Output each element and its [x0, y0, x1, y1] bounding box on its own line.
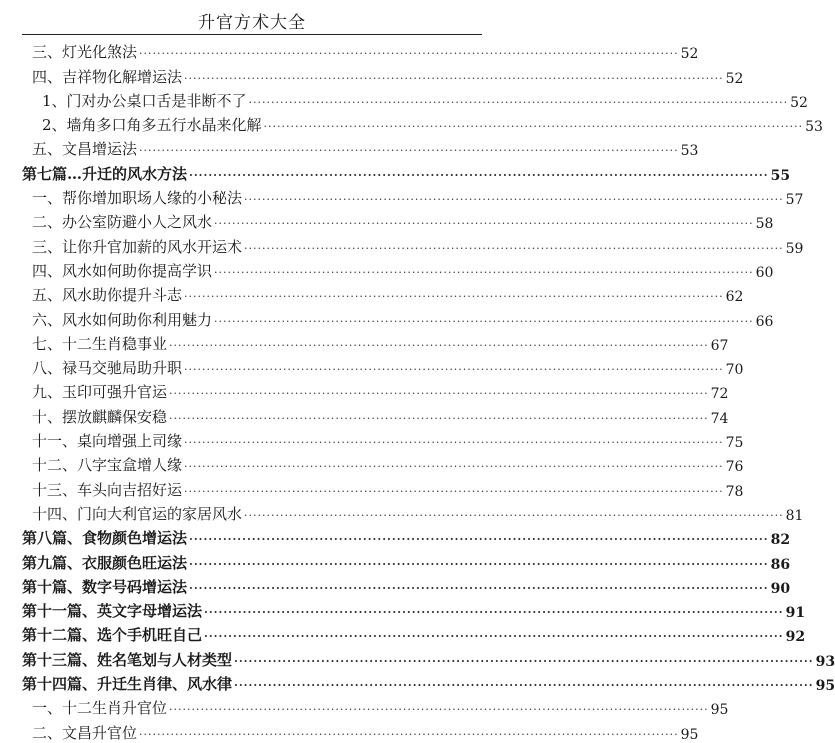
- page-title: 升官方术大全: [198, 13, 306, 33]
- toc-entry: [22, 135, 699, 160]
- toc-entry-page: 90: [770, 580, 791, 597]
- toc-leader-dots: ························································································································: [184, 71, 724, 85]
- toc-entry: [22, 451, 744, 476]
- toc-entry-page: 52: [680, 46, 699, 63]
- toc-entry: [22, 62, 744, 87]
- toc-entry: [22, 500, 804, 524]
- toc-leader-dots: ························································································································: [204, 606, 784, 620]
- toc-leader-dots: ························································································································: [234, 654, 814, 668]
- header-rule: [22, 34, 482, 35]
- toc-entry-label: 二、文昌升官位: [32, 723, 138, 742]
- toc-entry-label: 八、禄马交驰局助升职: [32, 359, 183, 378]
- toc-entry-page: 74: [710, 410, 729, 427]
- toc-entry-label: 一、帮你增加职场人缘的小秘法: [32, 189, 243, 208]
- toc-leader-dots: ························································································································: [139, 47, 679, 61]
- table-of-contents: [22, 38, 835, 743]
- toc-leader-dots: ························································································································: [169, 338, 709, 352]
- toc-leader-dots: ························································································································: [214, 217, 754, 231]
- toc-entry-label: 四、吉祥物化解增运法: [32, 67, 183, 86]
- toc-leader-dots: ························································································································: [244, 193, 784, 207]
- toc-entry: [22, 111, 823, 136]
- toc-leader-dots: ························································································································: [214, 265, 754, 279]
- toc-leader-dots: ························································································································: [139, 144, 679, 158]
- toc-entry: [22, 621, 806, 646]
- toc-entry-page: 95: [815, 678, 835, 695]
- toc-entry-label: 六、风水如何助你利用魅力: [32, 310, 213, 329]
- toc-entry: [22, 305, 774, 330]
- toc-entry-label: 五、文昌增运法: [32, 140, 138, 159]
- toc-entry: [22, 694, 729, 719]
- toc-entry: [22, 645, 835, 670]
- toc-entry-label: 第十四篇、升迁生肖律、风水律: [22, 675, 233, 694]
- toc-entry-label: 第十三篇、姓名笔划与人材类型: [22, 650, 233, 669]
- toc-entry-label: 第七篇…升迁的风水方法: [22, 164, 188, 183]
- toc-entry-label: 第八篇、食物颜色增运法: [22, 529, 188, 548]
- toc-entry-page: 52: [725, 70, 744, 87]
- toc-entry-page: 78: [725, 483, 744, 500]
- toc-entry-page: 82: [770, 532, 791, 549]
- toc-entry: [22, 354, 744, 379]
- toc-entry: [22, 718, 699, 743]
- toc-leader-dots: ························································································································: [189, 533, 769, 547]
- toc-leader-dots: ························································································································: [184, 460, 724, 474]
- toc-entry-label: 二、办公室防避小人之风水: [32, 213, 213, 232]
- toc-entry-page: 59: [785, 240, 804, 257]
- toc-entry-label: 九、玉印可强升官运: [32, 383, 168, 402]
- toc-entry: [22, 232, 804, 257]
- toc-entry-label: 十三、车头向吉招好运: [32, 480, 183, 499]
- toc-entry: [22, 378, 729, 403]
- toc-leader-dots: ························································································································: [169, 387, 709, 401]
- toc-entry: [22, 184, 804, 209]
- toc-leader-dots: ························································································································: [214, 314, 754, 328]
- toc-entry-label: 2、墙角多口角多五行水晶来化解: [42, 116, 262, 135]
- toc-entry-label: 第十篇、数字号码增运法: [22, 577, 188, 596]
- toc-entry-page: 53: [805, 119, 823, 136]
- toc-entry-page: 91: [785, 605, 806, 622]
- toc-entry-page: 72: [710, 386, 729, 403]
- toc-entry-page: 86: [770, 556, 791, 573]
- toc-entry-page: 52: [790, 94, 808, 111]
- toc-entry-label: 一、十二生肖升官位: [32, 699, 168, 718]
- toc-entry: [22, 281, 744, 306]
- toc-entry: [22, 159, 791, 184]
- toc-entry-page: 81: [785, 507, 804, 524]
- toc-entry-label: 四、风水如何助你提高学识: [32, 261, 213, 280]
- toc-entry-label: 十二、八字宝盒增人缘: [32, 456, 183, 475]
- toc-leader-dots: ························································································································: [189, 581, 769, 595]
- toc-leader-dots: ························································································································: [169, 411, 709, 425]
- toc-entry-page: 93: [815, 653, 835, 670]
- toc-entry: [22, 573, 791, 597]
- toc-entry-label: 三、灯光化煞法: [32, 43, 138, 62]
- toc-entry: [22, 597, 806, 622]
- toc-entry-label: 十四、门向大利官运的家居风水: [32, 504, 243, 523]
- toc-entry: [22, 402, 729, 427]
- toc-entry-page: 95: [710, 702, 729, 719]
- toc-entry-page: 66: [755, 313, 774, 330]
- toc-entry-label: 十一、桌向增强上司缘: [32, 432, 183, 451]
- toc-entry-page: 76: [725, 459, 744, 476]
- toc-entry-page: 60: [755, 264, 774, 281]
- toc-entry-page: 57: [785, 192, 804, 209]
- toc-entry-page: 92: [785, 629, 806, 646]
- toc-entry-page: 67: [710, 337, 729, 354]
- toc-entry: [22, 524, 791, 549]
- toc-entry-page: 53: [680, 143, 699, 160]
- toc-entry-label: 第十二篇、选个手机旺自己: [22, 626, 203, 645]
- toc-leader-dots: ························································································································: [244, 241, 784, 255]
- toc-entry: [22, 87, 808, 111]
- toc-leader-dots: ························································································································: [204, 630, 784, 644]
- toc-entry: [22, 208, 774, 233]
- toc-leader-dots: ························································································································: [263, 120, 804, 134]
- toc-leader-dots: ························································································································: [139, 727, 679, 741]
- toc-entry-label: 第十一篇、英文字母增运法: [22, 602, 203, 621]
- toc-entry-label: 七、十二生肖稳事业: [32, 334, 168, 353]
- toc-entry-label: 第九篇、衣服颜色旺运法: [22, 553, 188, 572]
- toc-leader-dots: ························································································································: [234, 679, 814, 693]
- page-header: [0, 0, 504, 40]
- toc-leader-dots: ························································································································: [244, 508, 784, 522]
- toc-entry: [22, 548, 791, 573]
- toc-leader-dots: ························································································································: [184, 363, 724, 377]
- toc-leader-dots: ························································································································: [184, 290, 724, 304]
- toc-entry: [22, 475, 744, 500]
- toc-entry-page: 55: [770, 167, 791, 184]
- toc-leader-dots: ························································································································: [189, 168, 769, 182]
- toc-entry: [22, 670, 835, 695]
- toc-entry-label: 1、门对办公桌口舌是非断不了: [42, 91, 247, 110]
- toc-entry-page: 70: [725, 362, 744, 379]
- toc-leader-dots: ························································································································: [184, 484, 724, 498]
- toc-entry-label: 五、风水助你提升斗志: [32, 286, 183, 305]
- toc-entry: [22, 38, 699, 63]
- toc-leader-dots: ························································································································: [189, 557, 769, 571]
- toc-entry-label: 三、让你升官加薪的风水开运术: [32, 237, 243, 256]
- toc-leader-dots: ························································································································: [248, 95, 789, 109]
- toc-entry-page: 95: [680, 726, 699, 743]
- toc-entry: [22, 427, 744, 452]
- toc-entry-page: 62: [725, 289, 744, 306]
- toc-entry-label: 十、摆放麒麟保安稳: [32, 407, 168, 426]
- toc-leader-dots: ························································································································: [184, 436, 724, 450]
- toc-entry: [22, 257, 774, 281]
- toc-leader-dots: ························································································································: [169, 703, 709, 717]
- toc-entry: [22, 330, 729, 354]
- toc-entry-page: 58: [755, 216, 774, 233]
- toc-entry-page: 75: [725, 435, 744, 452]
